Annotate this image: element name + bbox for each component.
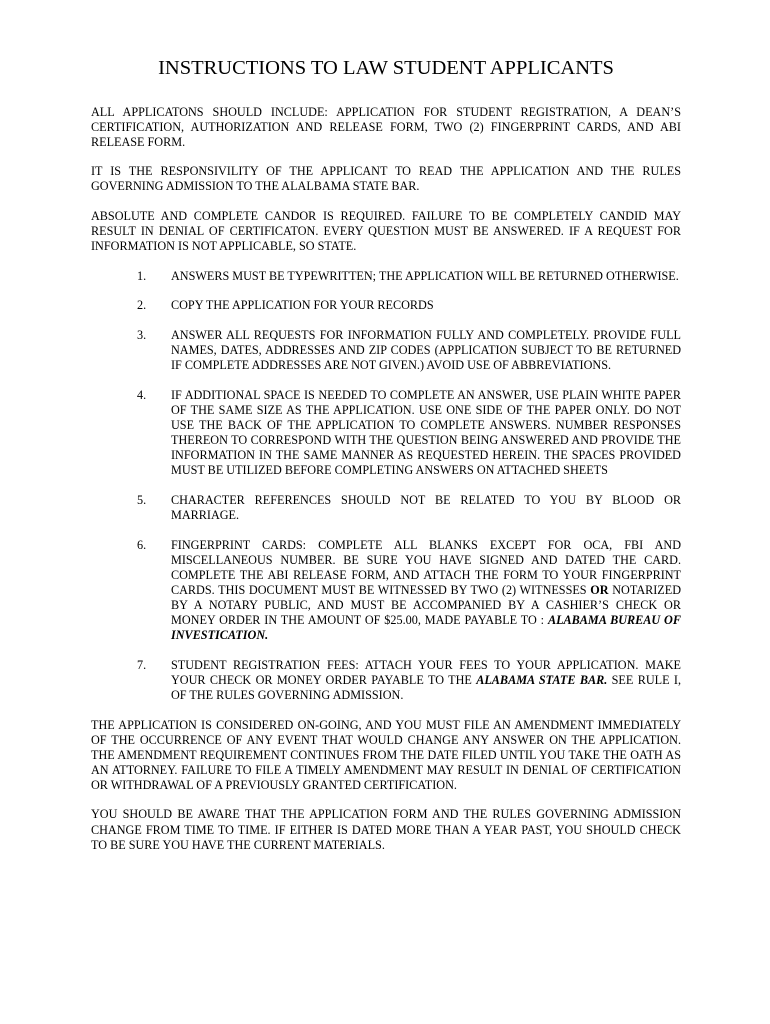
item-number: 1.: [137, 268, 147, 283]
item-text: COPY THE APPLICATION FOR YOUR RECORDS: [171, 298, 434, 313]
item-text: ANSWERS MUST BE TYPEWRITTEN; THE APPLICATION WILL BE RETURNED OTHERWISE.: [171, 268, 679, 283]
closing-paragraph-2: YOU SHOULD BE AWARE THAT THE APPLICATION FORM AND THE RULES GOVERNING ADMISSION CHANGE FROM TIME TO TIME. IF EITHER IS DATED MORE THAN A YEAR PAST, YOU SHOULD CHECK TO BE SURE YOU HAVE THE CURRENT MATERIALS.: [91, 807, 681, 852]
list-item: [91, 298, 681, 313]
emphasis-or: OR: [590, 582, 609, 597]
item-text-part: FINGERPRINT CARDS: COMPLETE ALL BLANKS EXCEPT FOR OCA, FBI AND MISCELLANEOUS NUMBER. BE SURE YOU HAVE SIGNED AND DATED THE CARD. COMPLETE THE ABI RELEASE FORM, AND ATTACH THE FORM TO YOUR FINGERPRINT CARDS. THIS DOCUMENT MUST BE WITNESSED BY TWO (2) WITNESSES: [171, 537, 681, 597]
intro-paragraph-1: ALL APPLICATONS SHOULD INCLUDE: APPLICATION FOR STUDENT REGISTRATION, A DEAN’S CERTIFICATION, AUTHORIZATION AND RELEASE FORM, TWO (2) FINGERPRINT CARDS, AND ABI RELEASE FORM.: [91, 104, 681, 149]
item-text-part: SEE RULE I, OF THE RULES GOVERNING ADMISSION.: [171, 672, 681, 702]
item-text-part: STUDENT REGISTRATION FEES: ATTACH YOUR FEES TO YOUR APPLICATION. MAKE YOUR CHECK OR MONEY ORDER PAYABLE TO THE: [171, 657, 681, 687]
item-number: 7.: [137, 657, 147, 672]
list-item: [91, 658, 681, 703]
closing-paragraph-1: THE APPLICATION IS CONSIDERED ON-GOING, AND YOU MUST FILE AN AMENDMENT IMMEDIATELY OF THE OCCURRENCE OF ANY EVENT THAT WOULD CHANGE ANY ANSWER ON THE APPLICATION. THE AMENDMENT REQUIREMENT CONTINUES FROM THE DATE FILED UNTIL YOU TAKE THE OATH AS AN ATTORNEY. FAILURE TO FILE A TIMELY AMENDMENT MAY RESULT IN DENIAL OF CERTIFICATION OR WITHDRAWAL OF A PREVIOUSLY GRANTED CERTIFICATION.: [91, 717, 681, 792]
list-item: [91, 493, 681, 523]
item-text: ANSWER ALL REQUESTS FOR INFORMATION FULLY AND COMPLETELY. PROVIDE FULL NAMES, DATES, ADDRESSES AND ZIP CODES (APPLICATION SUBJECT TO BE RETURNED IF COMPLETE ADDRESSES ARE NOT GIVEN.) AVOID USE OF ABBREVIATIONS.: [171, 328, 681, 373]
item-number: 3.: [137, 328, 147, 343]
list-item: [91, 388, 681, 479]
list-item: [91, 328, 681, 373]
list-item: [91, 269, 681, 284]
document-page: [91, 56, 681, 867]
item-number: 6.: [137, 537, 147, 552]
payee-name: ALABAMA STATE BAR.: [476, 672, 608, 687]
payee-name: ALABAMA BUREAU OF INVESTICATION.: [171, 613, 681, 643]
intro-paragraph-2: IT IS THE RESPONSIVILITY OF THE APPLICANT TO READ THE APPLICATION AND THE RULES GOVERNING ADMISSION TO THE ALALBAMA STATE BAR.: [91, 164, 681, 194]
item-text: CHARACTER REFERENCES SHOULD NOT BE RELATED TO YOU BY BLOOD OR MARRIAGE.: [171, 492, 681, 522]
item-number: 4.: [137, 387, 147, 402]
list-item: [91, 538, 681, 644]
item-number: 2.: [137, 298, 147, 313]
item-text: [171, 658, 681, 703]
intro-paragraph-3: ABSOLUTE AND COMPLETE CANDOR IS REQUIRED. FAILURE TO BE COMPLETELY CANDID MAY RESULT IN DENIAL OF CERTIFICATON. EVERY QUESTION MUST BE ANSWERED. IF A REQUEST FOR INFORMATION IS NOT APPLICABLE, SO STATE.: [91, 209, 681, 254]
instruction-list: [91, 269, 681, 703]
item-number: 5.: [137, 492, 147, 507]
item-text: IF ADDITIONAL SPACE IS NEEDED TO COMPLETE AN ANSWER, USE PLAIN WHITE PAPER OF THE SAME SIZE AS THE APPLICATION. USE ONE SIDE OF THE PAPER ONLY. DO NOT USE THE BACK OF THE APPLICATION TO COMPLETE ANSWERS. NUMBER RESPONSES THEREON TO CORRESPOND WITH THE QUESTION BEING ANSWERED AND PROVIDE THE INFORMATION IN THE SAME MANNER AS REQUESTED HEREIN. THE SPACES PROVIDED MUST BE UTILIZED BEFORE COMPLETING ANSWERS ON ATTACHED SHEETS: [171, 387, 681, 478]
page-title: INSTRUCTIONS TO LAW STUDENT APPLICANTS: [158, 57, 614, 79]
item-text-part: NOTARIZED BY A NOTARY PUBLIC, AND MUST BE ACCOMPANIED BY A CASHIER’S CHECK OR MONEY ORDER IN THE AMOUNT OF $25.00, MADE PAYABLE TO :: [171, 582, 681, 628]
item-text: [171, 538, 681, 644]
